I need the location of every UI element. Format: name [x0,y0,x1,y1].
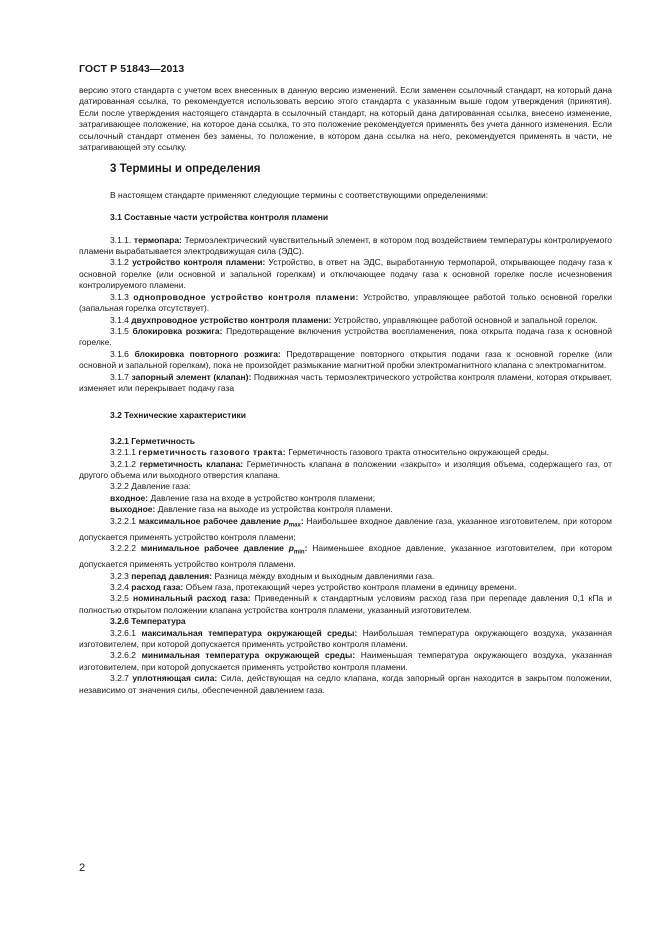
subsection-title-3-2: 3.2 Технические характеристики [110,410,247,421]
term-3-1-1: 3.1.1. термопара: Термоэлектрический чувствительный элемент, в котором под воздействием температуры контролируемого пламени вырабатывается электродвижущая сила (ЭДС). [79,234,612,257]
term-3-1-7: 3.1.7 запорный элемент (клапан): Подвижная часть термоэлектрического устройства контроля пламени, которая открывает, изменяет или перекрывает подачу газа [79,371,612,393]
term-3-1-2: 3.1.2 устройство контроля пламени: Устройство, в ответ на ЭДС, выработанную термопарой, открывающее подачу газа к основной горелке (или основной и запальной горелкам) и отключающее подачу газа к основной горелке после исчезновения контролируемого пламени. [79,257,612,291]
intro-paragraph: версию этого стандарта с учетом всех внесенных в данную версию изменений. Если заменен ссылочный стандарт, на который дана датированная ссылка, то рекомендуется использовать версию этого стандарта с указанным выше годом утверждения (принятия). Если после утверждения настоящего стандарта в ссылочный стандарт, на который дана датированная ссылка, внесено изменение, затрагивающее положение, на которое дана ссылка, то это положение рекомендуется применять без учета данного изменения. Если ссылочный стандарт отменен без замены, то положение, в котором дана ссылка на него, рекомендуется применять в части, не затрагивающей эту ссылку. [79,85,612,153]
term-3-2-2-2: 3.2.2.2 минимальное рабочее давление $p_{min}$: Наименьшее входное давление, указанное изготовителем, при котором допускается применять устройство контроля пламени. [79,543,612,570]
term-3-2-5: 3.2.5 номинальный расход газа: Приведенный к стандартным условиям расход газа при перепаде давления 0,1 кПа и полностью открытом положении клапана устройства контроля пламени, указанный изготовителем. [79,593,612,615]
term-3-2-4: 3.2.4 расход газа: Объем газа, протекающий через устройство контроля пламени в единицу времени. [110,582,517,592]
document-header: ГОСТ Р 51843—2013 [79,63,185,75]
section-lead: В настоящем стандарте применяют следующие термины с соответствующими определениями: [110,189,489,200]
term-3-2-2-outlet: выходное: Давление газа на выходе из устройства контроля пламени. [110,504,393,515]
term-3-2-2: 3.2.2 Давление газа: [110,481,191,492]
term-3-2-6-2: 3.2.6.2 минимальная температура окружающей среды: Наименьшая температура окружающего воздуха, указанная изготовителем, при которой допускается применять устройство контроля пламени. [79,650,613,672]
term-3-1-3: 3.1.3 однопроводное устройство контроля пламени: Устройство, управляющее работой только основной горелки (запальная горелка отсутствует). [79,291,612,314]
document-body [79,85,612,696]
subsection-title-3-1: 3.1 Составные части устройства контроля пламени [110,212,329,223]
term-3-2-1: 3.2.1 Герметичность [110,435,196,446]
term-3-2-7: 3.2.7 уплотняющая сила: Сила, действующая на седло клапана, когда запорный орган находится в закрытом положении, независимо от значения силы, обеспеченной давлением газа. [79,673,612,695]
page-number: 2 [79,862,86,874]
term-3-1-6: 3.1.6 блокировка повторного розжига: Предотвращение повторного открытия подачи газа к основной горелке (или основной и запальной горелкам), пока не произойдет размыкание магнитной пробки электромагнитного клапана с электромагнитом. [79,348,612,371]
term-3-1-5: 3.1.5 блокировка розжига: Предотвращение включения устройства воспламенения, пока открыта подача газа к основной горелке. [79,325,612,348]
term-3-2-3: 3.2.3 перепад давления: Разница между входным и выходным давлениями газа. [110,570,435,581]
term-3-2-6: 3.2.6 Температура [110,616,186,627]
term-3-2-2-1: 3.2.2.1 максимальное рабочее давление $p_{max}$: Наибольшее входное давление газа, указанное изготовителем, при котором допускается применять устройство контроля пламени; [79,515,612,542]
term-3-2-6-1: 3.2.6.1 максимальная температура окружающей среды: Наибольшая температура окружающего воздуха, указанная изготовителем, при которой допускается применять устройство контроля пламени. [79,627,612,650]
term-3-2-1-1: 3.2.1.1 герметичность газового тракта: Герметичность газового тракта относительно окружающей среды. [110,447,550,458]
term-3-2-2-inlet: входное: Давление газа на входе в устройство контроля пламени; [110,492,376,503]
term-3-2-1-2: 3.2.1.2 герметичность клапана: Герметичность клапана в положении «закрыто» и изоляция объема, содержащего газ, от другого объема или выходного отверстия клапана. [79,458,612,480]
section-title: 3 Термины и определения [110,163,261,176]
term-3-1-4: 3.1.4 двухпроводное устройство контроля пламени: Устройство, управляющее работой основной и запальной горелок. [110,314,598,325]
